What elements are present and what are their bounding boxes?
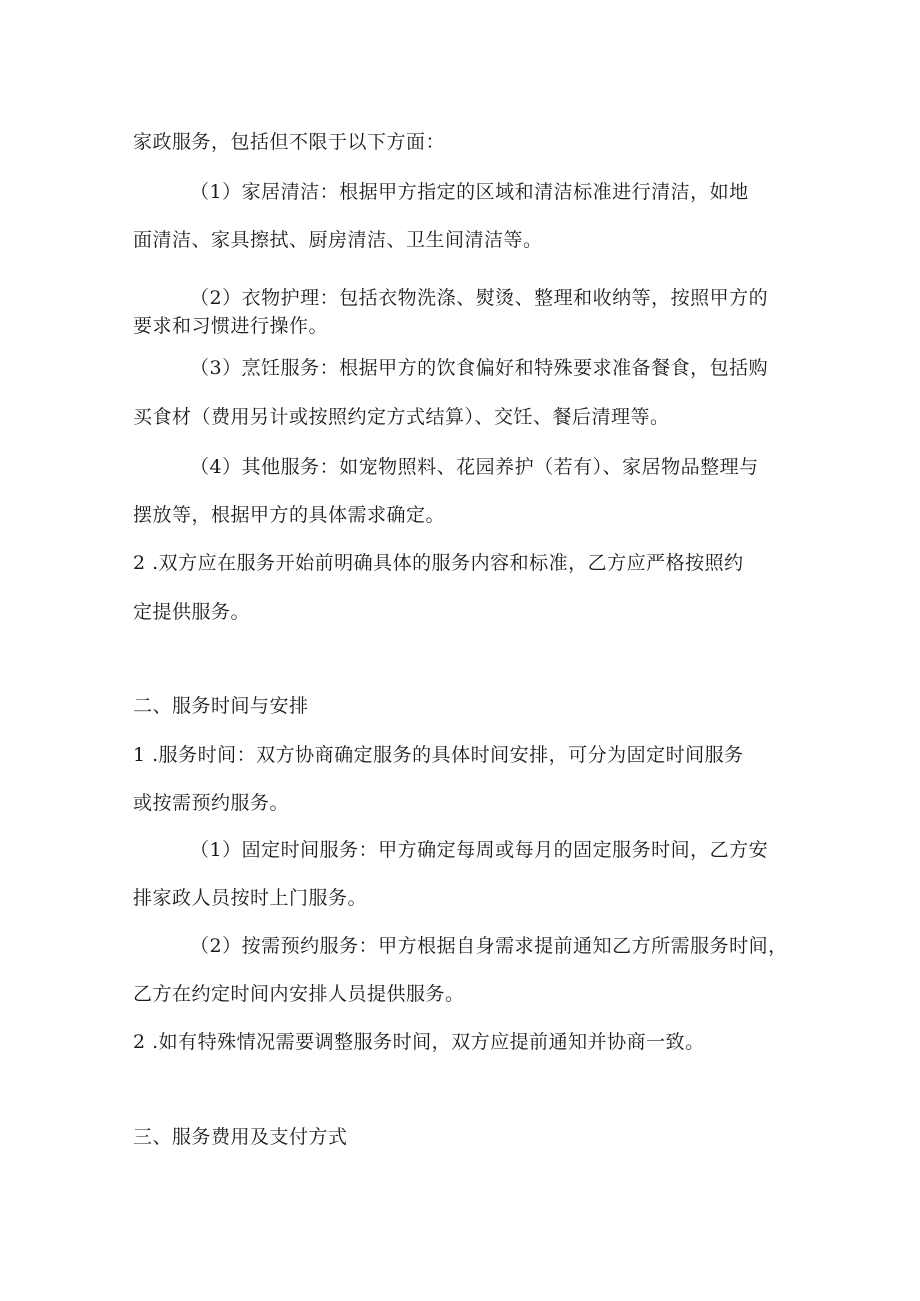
text-line-fixed-time-cont: 排家政人员按时上门服务。 xyxy=(133,887,368,909)
text-line-item-2-cont: 要求和习惯进行操作。 xyxy=(133,315,329,337)
section-heading-2: 二、服务时间与安排 xyxy=(133,695,309,717)
text-line-item-1: （1）家居清洁：根据甲方指定的区域和清洁标准进行清洁，如地 xyxy=(190,181,749,203)
section-heading-3: 三、服务费用及支付方式 xyxy=(133,1126,348,1148)
text-line-on-demand: （2）按需预约服务：甲方根据自身需求提前通知乙方所需服务时间， xyxy=(190,935,788,957)
text-line-item-3: （3）烹饪服务：根据甲方的饮食偏好和特殊要求准备餐食，包括购 xyxy=(190,357,769,379)
text-line-item-4: （4）其他服务：如宠物照料、花园养护（若有）、家居物品整理与 xyxy=(190,456,759,478)
text-line-item-2: （2）衣物护理：包括衣物洗涤、熨烫、整理和收纳等，按照甲方的 xyxy=(190,287,769,309)
text-line-time-1-cont: 或按需预约服务。 xyxy=(133,792,290,814)
text-line-intro: 家政服务，包括但不限于以下方面： xyxy=(133,131,446,153)
text-line-time-2: 2 .如有特殊情况需要调整服务时间，双方应提前通知并协商一致。 xyxy=(133,1031,705,1053)
text-line-clause-2: 2 .双方应在服务开始前明确具体的服务内容和标准，乙方应严格按照约 xyxy=(133,552,744,574)
text-line-item-1-cont: 面清洁、家具擦拭、厨房清洁、卫生间清洁等。 xyxy=(133,229,543,251)
text-line-time-1: 1 .服务时间：双方协商确定服务的具体时间安排，可分为固定时间服务 xyxy=(133,744,744,766)
text-line-clause-2-cont: 定提供服务。 xyxy=(133,601,251,623)
text-line-item-3-cont: 买食材（费用另计或按照约定方式结算）、交饪、餐后清理等。 xyxy=(133,406,670,428)
text-line-on-demand-cont: 乙方在约定时间内安排人员提供服务。 xyxy=(133,983,465,1005)
text-line-fixed-time: （1）固定时间服务：甲方确定每周或每月的固定服务时间，乙方安 xyxy=(190,839,769,861)
text-line-item-4-cont: 摆放等，根据甲方的具体需求确定。 xyxy=(133,504,446,526)
